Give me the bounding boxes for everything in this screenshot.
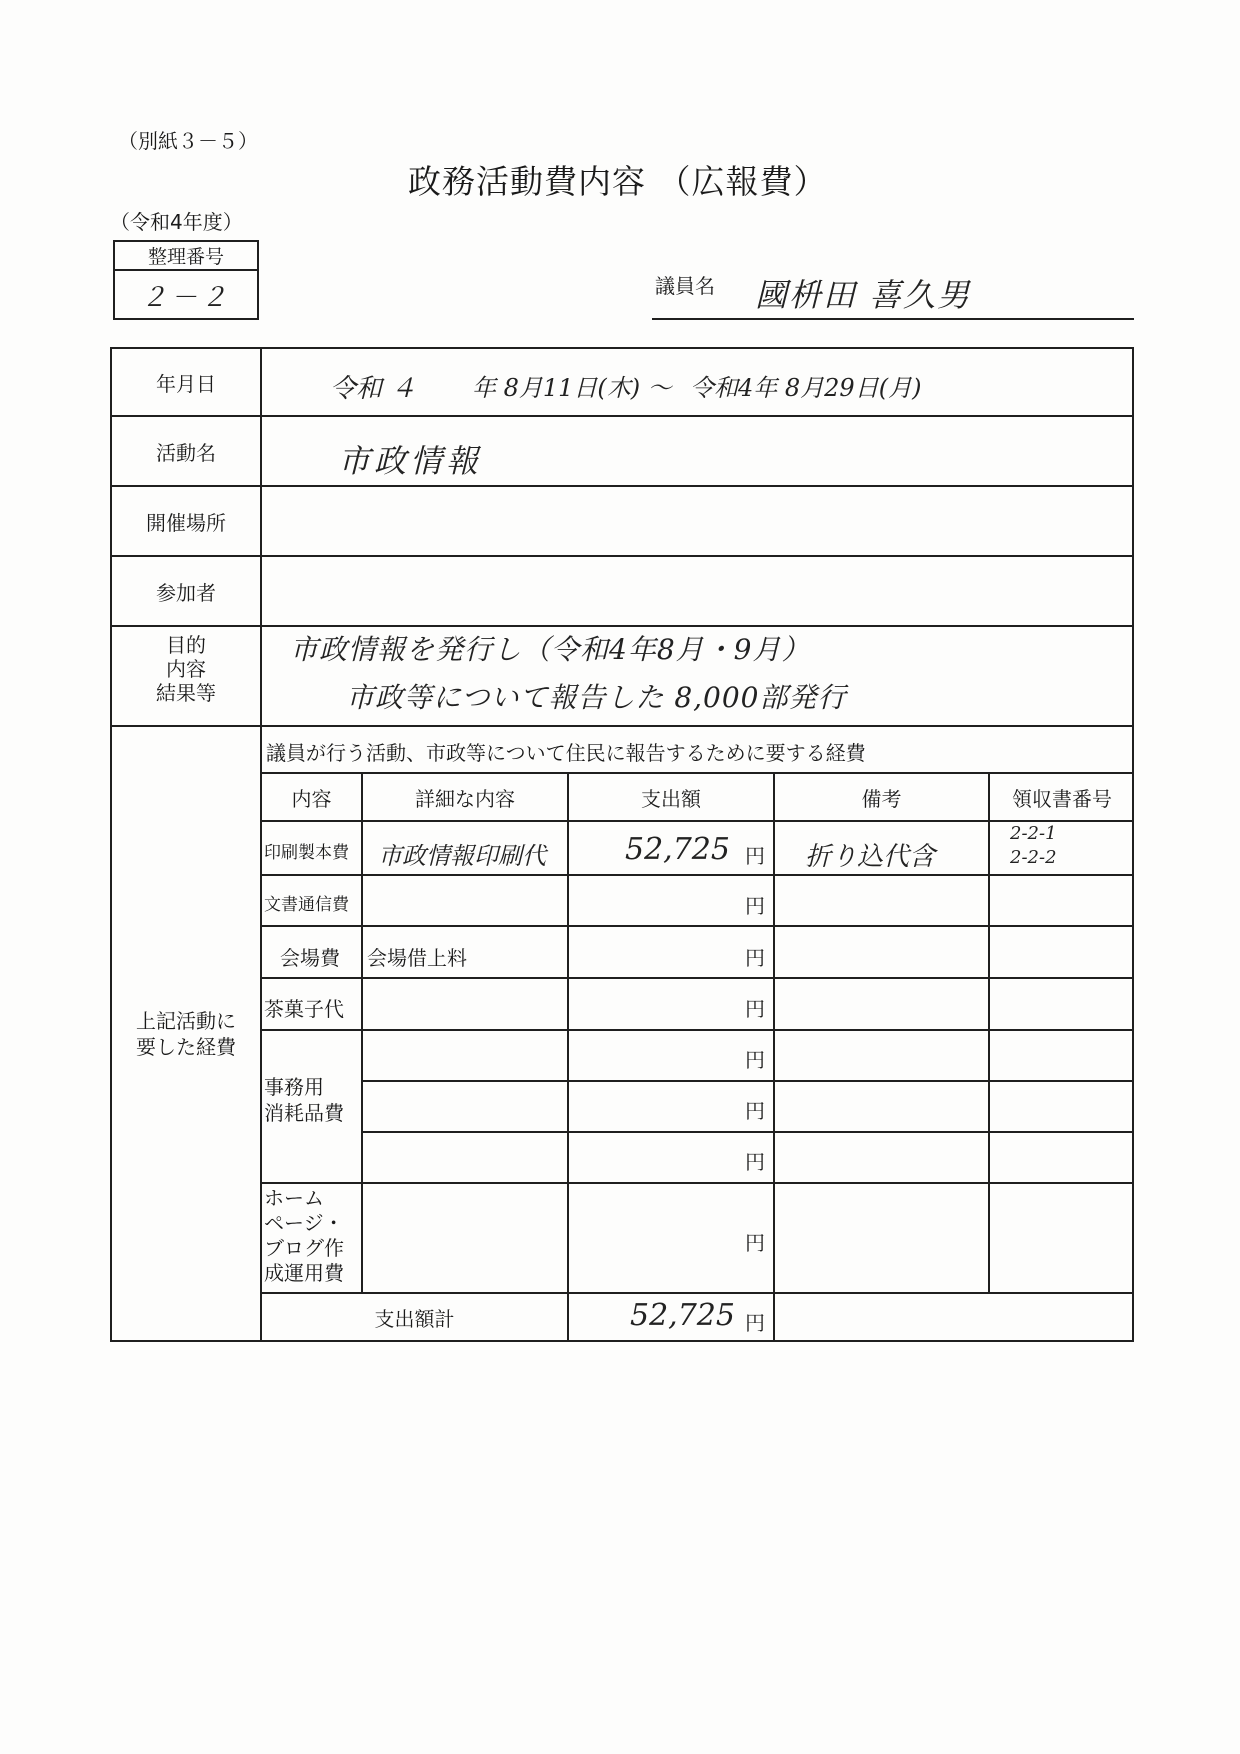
- row-divider: [260, 1029, 1134, 1031]
- yen-unit: 円: [745, 1150, 765, 1174]
- col-header-note: 備考: [861, 786, 902, 811]
- col-header-amount: 支出額: [641, 786, 701, 811]
- row-divider: [260, 977, 1134, 979]
- activity-name-label: 活動名: [156, 440, 216, 465]
- row-divider: [110, 555, 1134, 557]
- web-cost-label-line: ページ・: [264, 1211, 344, 1235]
- row-divider: [110, 725, 1134, 727]
- purpose-label-line: 内容: [166, 657, 206, 681]
- venue-label: 開催場所: [146, 510, 226, 535]
- row-divider: [260, 874, 1134, 876]
- purpose-label-line: 目的: [166, 633, 206, 657]
- col-divider: [361, 772, 363, 1292]
- page-title: 政務活動費内容 （広報費）: [408, 162, 828, 201]
- ref-number-box: [113, 240, 259, 320]
- print-label: 印刷製本費: [264, 843, 349, 863]
- yen-unit: 円: [745, 1311, 765, 1335]
- row-divider: [110, 415, 1134, 417]
- purpose-label-line: 結果等: [156, 681, 216, 705]
- purpose-label: [112, 633, 260, 705]
- col-header-detail: 詳細な内容: [415, 786, 515, 811]
- web-cost-label-line: ブログ作: [264, 1236, 344, 1260]
- yen-unit: 円: [745, 894, 765, 918]
- ref-number-value: ２－２: [140, 282, 231, 313]
- row-divider: [110, 485, 1134, 487]
- total-label: 支出額計: [374, 1306, 455, 1331]
- label-column-divider: [260, 347, 262, 1342]
- web-cost-label-line: ホーム: [264, 1186, 324, 1210]
- total-amount: 52,725: [630, 1298, 735, 1333]
- expense-section-label-line: 要した経費: [136, 1035, 236, 1059]
- purpose-value-line-2: 市政等について報告した 8,000部発行: [346, 681, 847, 714]
- yen-unit: 円: [745, 1099, 765, 1123]
- date-value-end: 令和4年 8月29日(月): [690, 374, 922, 402]
- yen-unit: 円: [745, 1048, 765, 1072]
- print-receipt-line: 2-2-1: [1010, 823, 1057, 844]
- date-value-era: 令和 ４: [330, 374, 417, 404]
- col-divider: [988, 772, 990, 1292]
- office-supplies-label-line: 消耗品費: [264, 1101, 344, 1125]
- purpose-value-line-1: 市政情報を発行し（令和4年8月・9月）: [290, 633, 811, 666]
- yen-unit: 円: [745, 946, 765, 970]
- row-divider: [260, 820, 1134, 822]
- member-name-underline: [652, 318, 1134, 320]
- col-divider: [567, 772, 569, 1342]
- expense-description: 議員が行う活動、市政等について住民に報告するために要する経費: [266, 741, 866, 765]
- yen-unit: 円: [745, 1231, 765, 1255]
- ref-number-label: 整理番号: [115, 242, 257, 271]
- venue-cost-label: 会場費: [280, 946, 340, 970]
- attachment-label: （別紙３－５）: [118, 129, 258, 153]
- print-receipt: [1010, 822, 1057, 870]
- col-header-content: 内容: [291, 786, 332, 811]
- yen-unit: 円: [745, 844, 765, 868]
- row-divider: [260, 1182, 1134, 1184]
- col-divider: [773, 772, 775, 1342]
- venue-cost-detail: 会場借上料: [367, 946, 467, 970]
- row-divider: [361, 1131, 1134, 1133]
- web-cost-label: [264, 1186, 344, 1286]
- row-divider: [361, 1080, 1134, 1082]
- expense-section-label: [112, 1008, 260, 1060]
- print-amount: 52,725: [625, 832, 730, 867]
- office-supplies-label: [264, 1074, 344, 1126]
- tea-label: 茶菓子代: [264, 997, 344, 1021]
- row-divider: [110, 625, 1134, 627]
- member-name-label: 議員名: [655, 274, 715, 298]
- expense-section-label-line: 上記活動に: [136, 1009, 236, 1033]
- fiscal-year: （令和4年度）: [110, 210, 243, 234]
- col-header-receipt: 領収書番号: [1012, 786, 1112, 811]
- row-divider: [260, 925, 1134, 927]
- activity-name-value: 市政情報: [338, 442, 483, 480]
- member-name-value: 國枡田 喜久男: [755, 276, 972, 314]
- yen-unit: 円: [745, 997, 765, 1021]
- comm-label: 文書通信費: [264, 895, 349, 915]
- print-receipt-line: 2-2-2: [1010, 847, 1057, 868]
- office-supplies-label-line: 事務用: [264, 1075, 324, 1099]
- participants-label: 参加者: [156, 580, 216, 605]
- print-note: 折り込代含: [805, 842, 936, 872]
- print-detail: 市政情報印刷代: [378, 842, 546, 870]
- web-cost-label-line: 成運用費: [264, 1261, 344, 1285]
- date-value-start: 年 8月11日(木) ～: [472, 374, 672, 402]
- date-label: 年月日: [156, 371, 216, 396]
